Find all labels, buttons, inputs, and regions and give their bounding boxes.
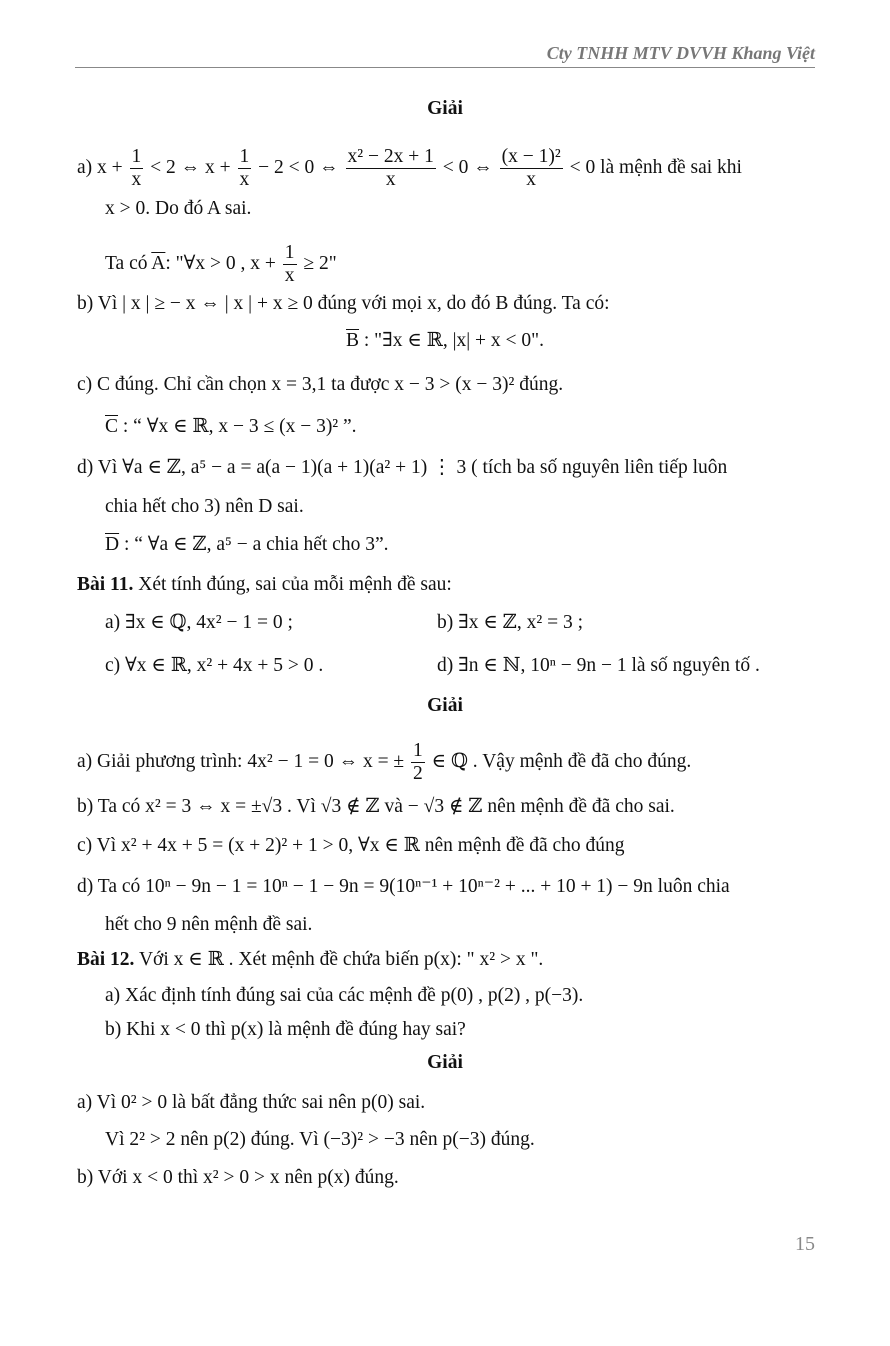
text-run: b) Với x < 0 thì x² > 0 > x nên p(x) đúng. [77, 1167, 399, 1188]
text-line [77, 740, 691, 785]
text-run: x > 0. Do đó A sai. [105, 198, 252, 219]
text-run: c) Vì x² + 4x + 5 = (x + 2)² + 1 > 0, ∀x ∈ ℝ nên mệnh đề đã cho đúng [77, 835, 625, 856]
text-line [437, 611, 583, 635]
text-line [77, 834, 625, 858]
fraction [500, 146, 563, 191]
text-line [77, 1091, 425, 1115]
fraction [130, 146, 144, 191]
fraction [411, 740, 425, 785]
text-line [105, 611, 293, 635]
section-heading [0, 694, 890, 718]
text-line [105, 984, 583, 1008]
text-run: d) ∃n ∈ ℕ, 10ⁿ − 9n − 1 là số nguyên tố . [437, 655, 760, 676]
text-run: d) Vì ∀a ∈ ℤ, a⁵ − a = a(a − 1)(a + 1)(a² + 1) ⋮ 3 ( tích ba số nguyên liên tiếp luôn [77, 457, 728, 478]
fraction [346, 146, 436, 191]
text-run: b) Khi x < 0 thì p(x) là mệnh đề đúng hay sai? [105, 1019, 466, 1040]
text-run: < 2 ⇔ x + [145, 156, 236, 178]
text-run: b) ∃x ∈ ℤ, x² = 3 ; [437, 612, 584, 633]
denominator: 2 [413, 763, 423, 784]
text-run: < 0 là mệnh đề sai khi [564, 156, 742, 178]
text-run: Với x ∈ ℝ . Xét mệnh đề chứa biến p(x): " x² > x ". [134, 949, 544, 970]
denominator: x [239, 169, 250, 190]
text-run: − 2 < 0 ⇔ [253, 156, 344, 178]
text-run: b) Vì | x | ≥ − x ⇔ | x | + x ≥ 0 đúng với mọi x, do đó B đúng. Ta có: [77, 293, 610, 314]
header-rule [75, 67, 815, 68]
text-run: : “ ∀a ∈ ℤ, a⁵ − a chia hết cho 3”. [119, 534, 389, 555]
denominator: x [526, 169, 537, 190]
text-run: Giải [427, 98, 463, 119]
text-run: b) Ta có x² = 3 ⇔ x = ±√3 . Vì √3 ∉ ℤ và − √3 ∉ ℤ nên mệnh đề đã cho sai. [77, 796, 675, 817]
text-run: Vì 2² > 2 nên p(2) đúng. Vì (−3)² > −3 nên p(−3) đúng. [105, 1129, 535, 1150]
text-run: Ta có [105, 252, 152, 274]
section-heading [0, 1051, 890, 1075]
text-line [77, 795, 675, 819]
text-line [437, 654, 760, 678]
text-line [77, 292, 610, 316]
text-run: < 0 ⇔ [437, 156, 498, 178]
section-heading [0, 97, 890, 121]
numerator: 1 [413, 740, 423, 761]
denominator: x [284, 265, 295, 286]
exercise-label: Bài 11. [77, 574, 134, 595]
text-line [77, 573, 452, 597]
text-run: a) ∃x ∈ ℚ, 4x² − 1 = 0 ; [105, 612, 293, 633]
negated-statement: $\overline{A}$ [151, 252, 166, 274]
text-run: c) ∀x ∈ ℝ, x² + 4x + 5 > 0 . [105, 655, 324, 676]
text-line [105, 495, 304, 519]
text-run: ≥ 2" [298, 252, 337, 274]
text-line [105, 913, 312, 937]
text-line [77, 456, 727, 480]
text-line [105, 533, 388, 557]
negated-statement: $\overline{C}$ [105, 416, 119, 437]
text-run: Giải [427, 1052, 463, 1073]
denominator: x [131, 169, 142, 190]
text-run: Xét tính đúng, sai của mỗi mệnh đề sau: [133, 574, 452, 595]
numerator: 1 [131, 146, 142, 167]
text-line [77, 373, 563, 397]
text-line [105, 415, 357, 439]
text-line [105, 242, 337, 287]
text-run: a) Giải phương trình: 4x² − 1 = 0 ⇔ x = ± [77, 750, 410, 772]
text-run: : "∀x > 0 , x + [165, 252, 281, 274]
text-run: : "∃x ∈ ℝ, |x| + x < 0". [359, 330, 544, 351]
text-run: a) Vì 0² > 0 là bất đẳng thức sai nên p(0) sai. [77, 1092, 426, 1113]
fraction [238, 146, 252, 191]
exercise-label: Bài 12. [77, 949, 135, 970]
text-line [105, 654, 323, 678]
text-line [105, 197, 251, 221]
text-run: ∈ ℚ . Vậy mệnh đề đã cho đúng. [426, 750, 692, 772]
numerator: x² − 2x + 1 [347, 146, 434, 167]
numerator: 1 [239, 146, 250, 167]
text-run: hết cho 9 nên mệnh đề sai. [105, 914, 313, 935]
negated-statement: $\overline{D}$ [105, 534, 120, 555]
running-header: Cty TNHH MTV DVVH Khang Việt [546, 43, 815, 63]
text-line [77, 875, 730, 899]
text-line [0, 329, 890, 353]
text-run: c) C đúng. Chỉ cần chọn x = 3,1 ta được x − 3 > (x − 3)² đúng. [77, 374, 564, 395]
text-line [77, 948, 543, 972]
numerator: (x − 1)² [501, 146, 561, 167]
denominator: x [385, 169, 396, 190]
text-run: : “ ∀x ∈ ℝ, x − 3 ≤ (x − 3)² ”. [118, 416, 357, 437]
text-run: d) Ta có 10ⁿ − 9n − 1 = 10ⁿ − 1 − 9n = 9(10ⁿ⁻¹ + 10ⁿ⁻² + ... + 10 + 1) − 9n luôn chia [77, 876, 730, 897]
text-line [105, 1128, 535, 1152]
text-line [77, 146, 742, 191]
text-line [77, 1166, 399, 1190]
text-run: a) x + [77, 156, 128, 178]
numerator: 1 [284, 242, 295, 263]
text-run: chia hết cho 3) nên D sai. [105, 496, 304, 517]
text-line [105, 1018, 466, 1042]
fraction [283, 242, 297, 287]
text-run: Giải [427, 695, 463, 716]
page-number: 15 [795, 1233, 815, 1255]
negated-statement: $\overline{B}$ [346, 330, 360, 351]
text-run: a) Xác định tính đúng sai của các mệnh đề p(0) , p(2) , p(−3). [105, 985, 584, 1006]
